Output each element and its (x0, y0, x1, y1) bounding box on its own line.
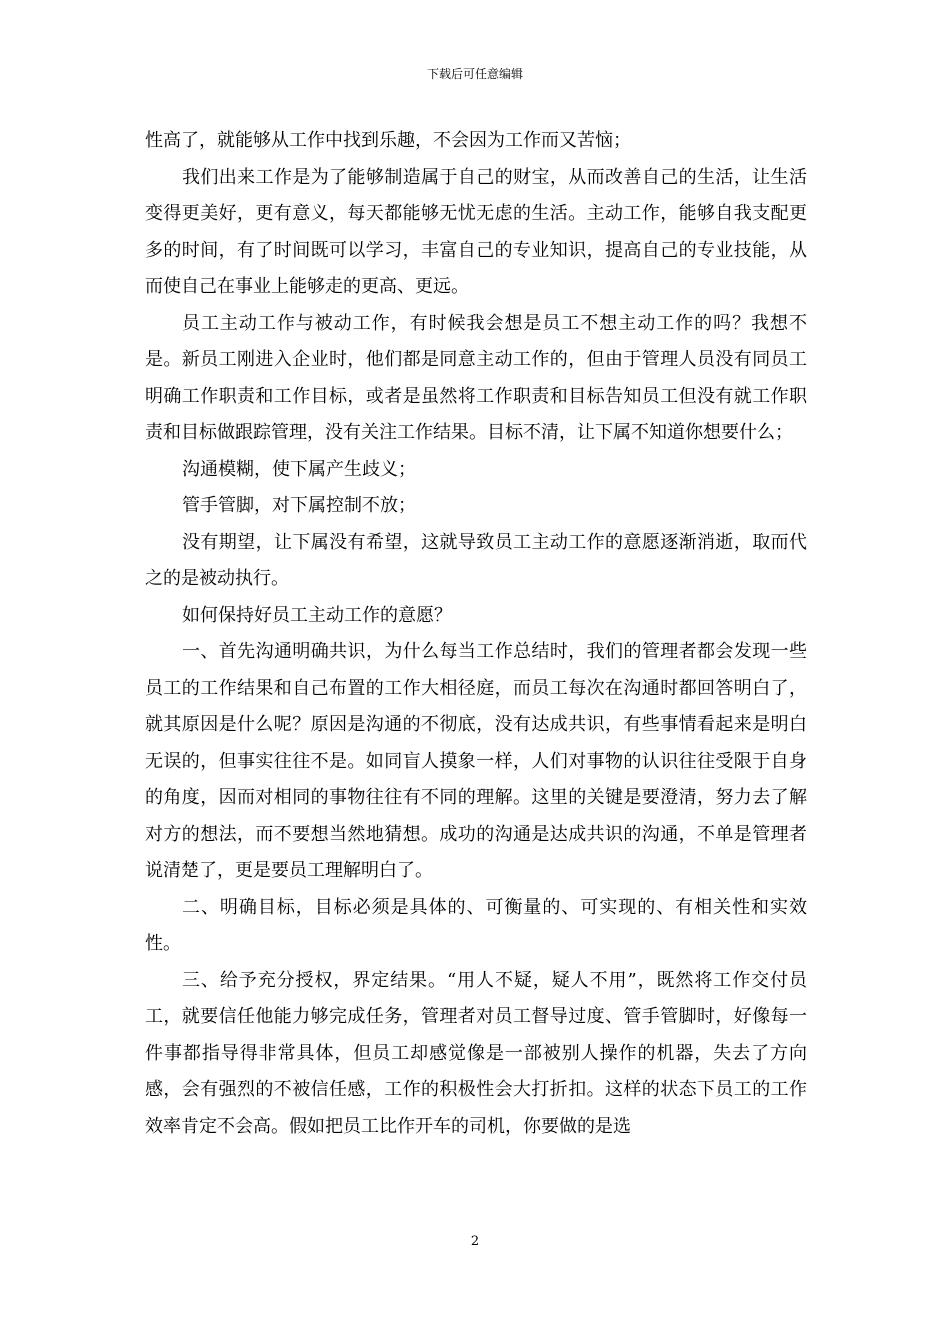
paragraph-4: 沟通模糊，使下属产生歧义； (182, 458, 416, 480)
paragraph-5: 管手管脚，对下属控制不放； (182, 495, 416, 516)
page-number: 2 (470, 1234, 480, 1249)
document-body (145, 123, 807, 1145)
paragraph-3: 员工主动工作与被动工作，有时候我会想是员工不想主动工作的吗？我想不是。新员工刚进入企业时，他们都是同意主动工作的，但由于管理人员没有同员工明确工作职责和工作目标，或者是虽然将工作职责和目标告知员工但没有就工作职责和目标做跟踪管理，没有关注工作结果。目标不清，让下属不知道你想要什么； (145, 312, 807, 443)
paragraph-9: 二、明确目标，目标必须是具体的、可衡量的、可实现的、有相关性和实效性。 (145, 896, 807, 954)
paragraph-1: 性高了，就能够从工作中找到乐趣，不会因为工作而又苦恼； (145, 130, 631, 151)
paragraph-7: 如何保持好员工主动工作的意愿？ (182, 604, 452, 626)
paragraph-2: 我们出来工作是为了能够制造属于自己的财宝，从而改善自己的生活，让生活变得更美好，更有意义，每天都能够无忧无虑的生活。主动工作，能够自我支配更多的时间，有了时间既可以学习，丰富自己的专业知识，提高自己的专业技能，从而使自己在事业上能够走的更高、更远。 (145, 166, 807, 297)
paragraph-6: 没有期望，让下属没有希望，这就导致员工主动工作的意愿逐渐消逝，取而代之的是被动执行。 (145, 531, 807, 589)
paragraph-8: 一、首先沟通明确共识，为什么每当工作总结时，我们的管理者都会发现一些员工的工作结果和自己布置的工作大相径庭，而员工每次在沟通时都回答明白了，就其原因是什么呢？原因是沟通的不彻底，没有达成共识，有些事情看起来是明白无误的，但事实往往不是。如同盲人摸象一样，人们对事物的认识往往受限于自身的角度，因而对相同的事物往往有不同的理解。这里的关键是要澄清，努力去了解对方的想法，而不要想当然地猜想。成功的沟通是达成共识的沟通，不单是管理者说清楚了，更是要员工理解明白了。 (145, 641, 807, 881)
page-header: 下载后可任意编辑 (426, 67, 523, 81)
paragraph-10: 三、给予充分授权，界定结果。“用人不疑，疑人不用”，既然将工作交付员工，就要信任他能力够完成任务，管理者对员工督导过度、管手管脚时，好像每一件事都指导得非常具体，但员工却感觉像是一部被别人操作的机器，失去了方向感，会有强烈的不被信任感，工作的积极性会大打折扣。这样的状态下员工的工作效率肯定不会高。假如把员工比作开车的司机，你要做的是选 (145, 969, 807, 1137)
